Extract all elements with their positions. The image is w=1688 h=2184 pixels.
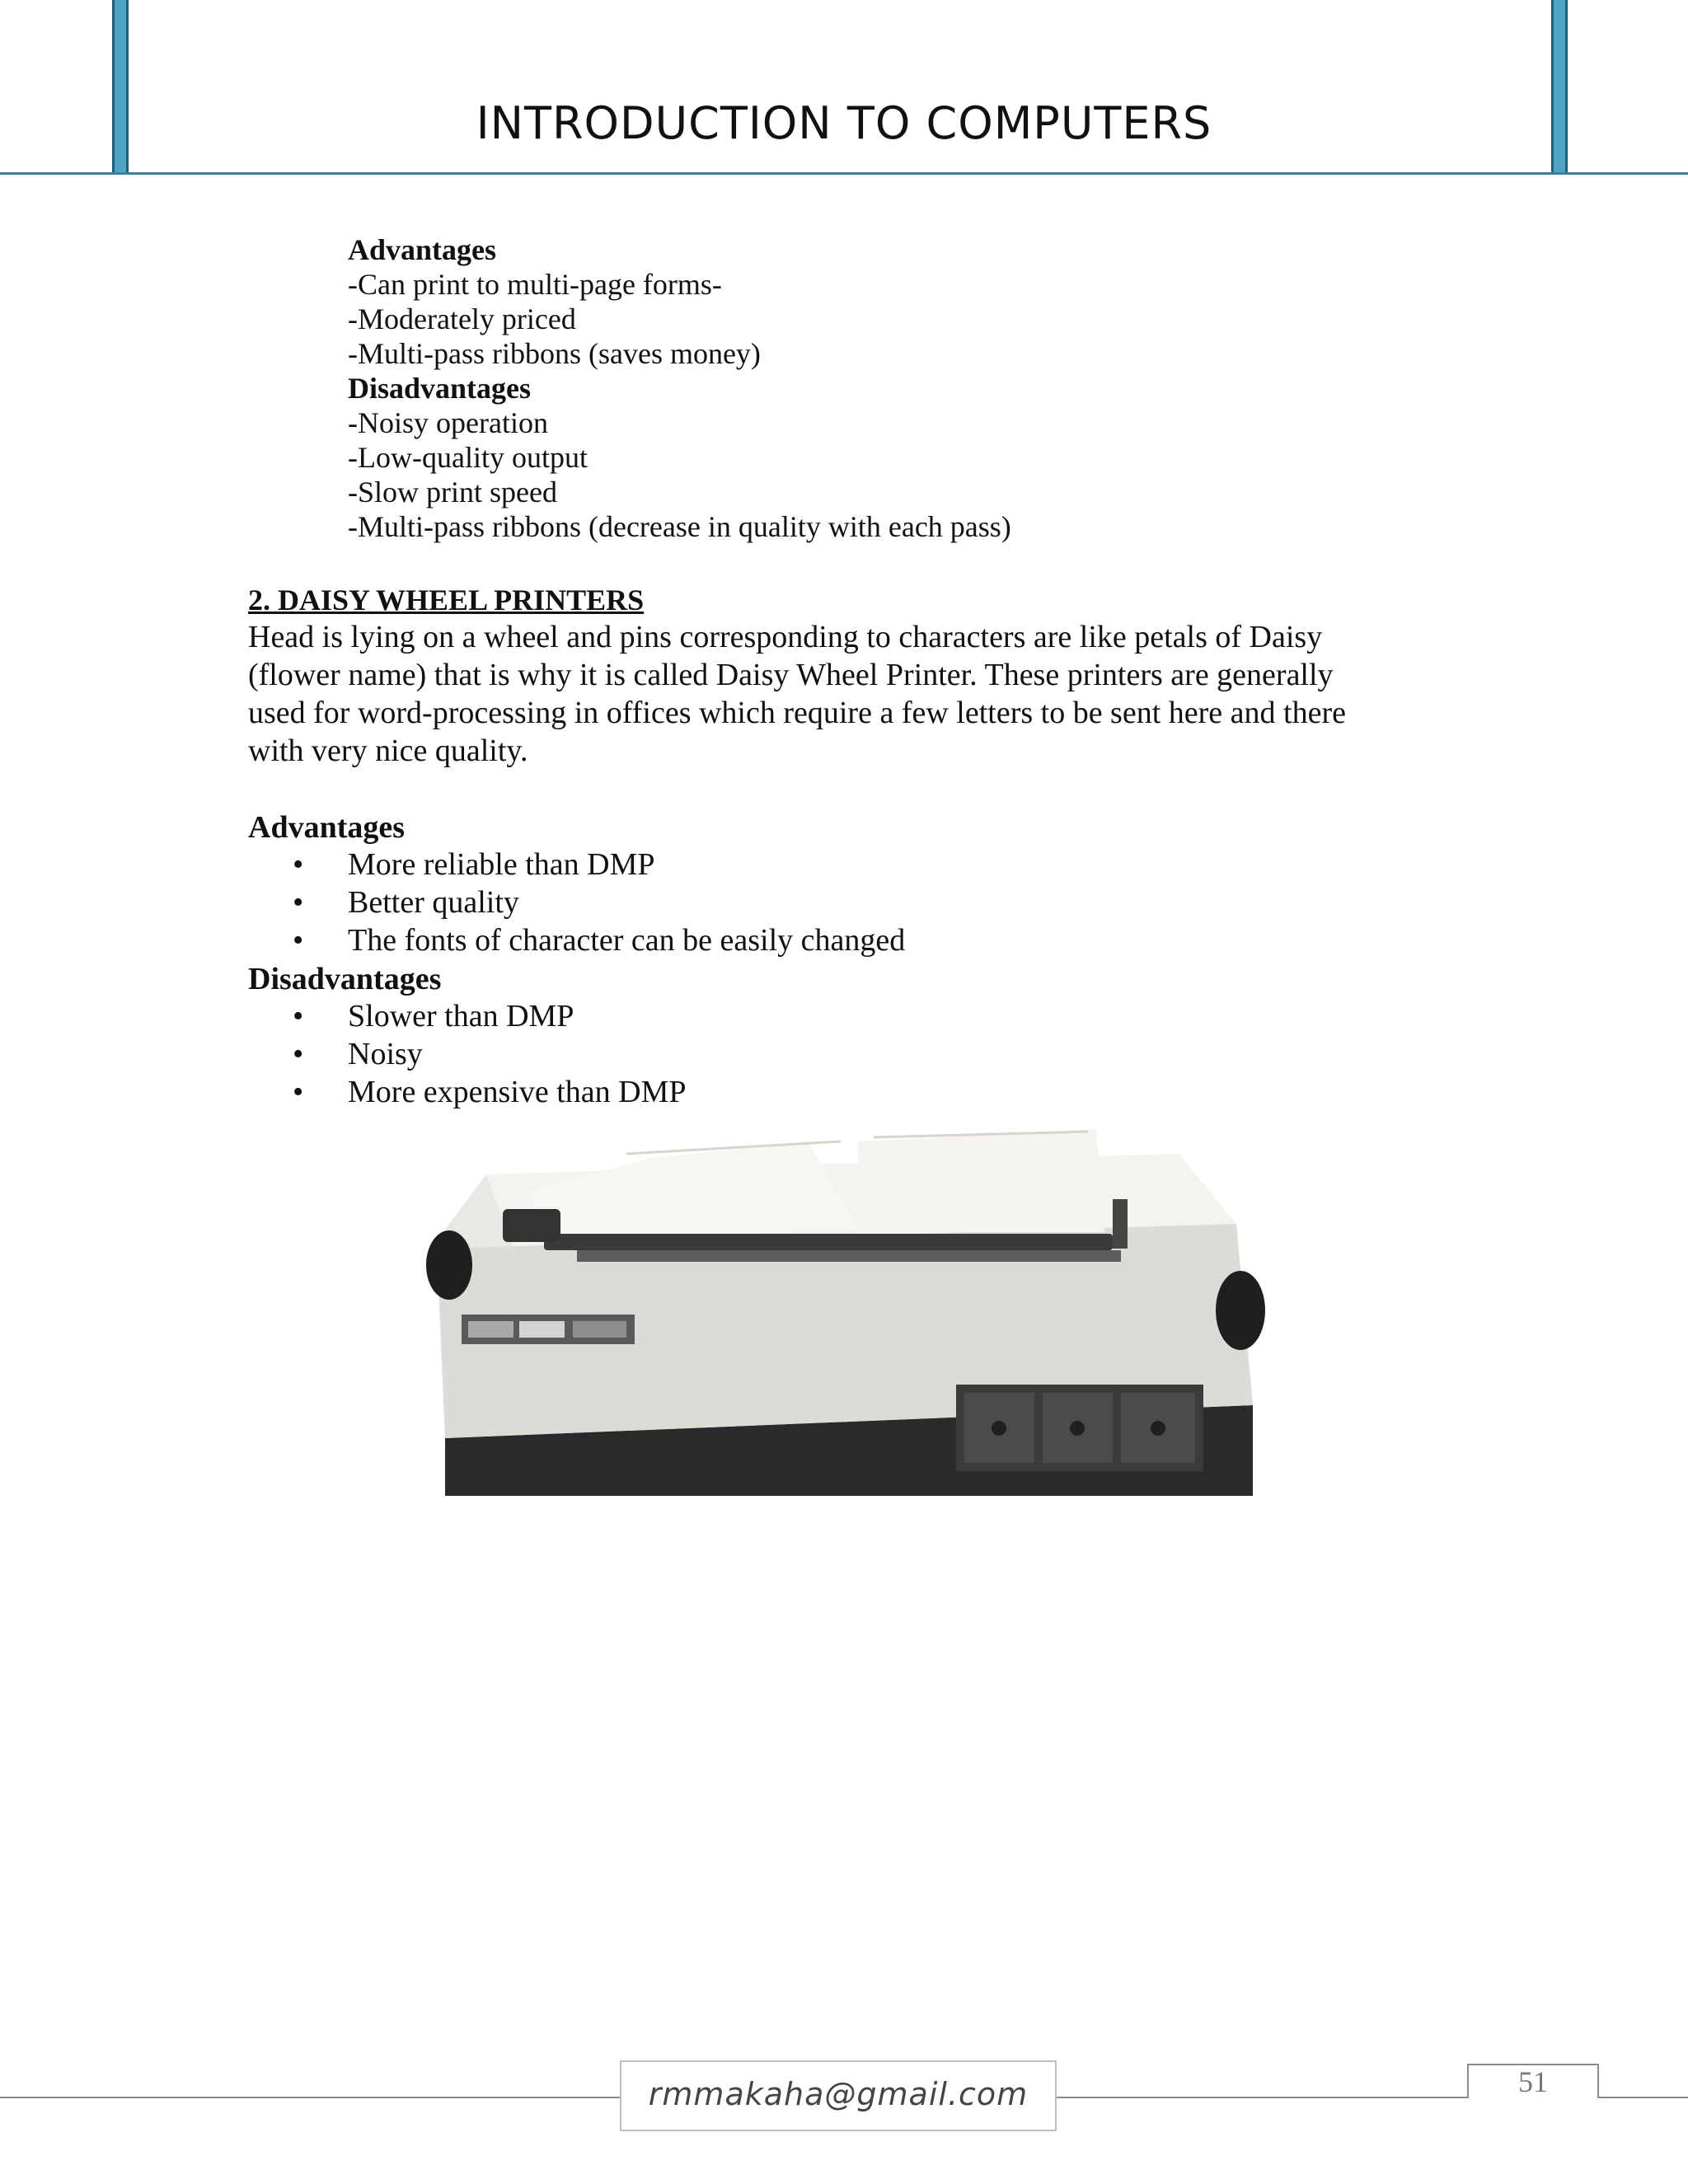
- paragraph-line: with very nice quality.: [248, 733, 528, 768]
- dmp-disadvantage-item: -Noisy operation: [348, 406, 548, 439]
- list-item: • The fonts of character can be easily changed: [293, 921, 905, 959]
- section-heading-daisy-wheel: 2. DAISY WHEEL PRINTERS: [248, 583, 645, 616]
- dmp-disadvantage-item: -Multi-pass ribbons (decrease in quality with each pass): [348, 510, 1011, 543]
- list-item: • Noisy: [293, 1035, 687, 1073]
- header-rule: [0, 172, 1688, 175]
- paragraph-line: Head is lying on a wheel and pins corresponding to characters are like petals of Daisy: [248, 620, 1323, 654]
- daisy-disadvantages-list: [293, 997, 687, 1111]
- dmp-disadvantage-item: -Slow print speed: [348, 476, 557, 509]
- dmp-pros-cons: [348, 232, 1011, 544]
- paragraph-line: used for word-processing in offices which require a few letters to be sent here and there: [248, 696, 1346, 730]
- paragraph-line: (flower name) that is why it is called Daisy Wheel Printer. These printers are generally: [248, 658, 1334, 692]
- page-header-title: INTRODUCTION TO COMPUTERS: [476, 97, 1212, 149]
- dmp-disadvantages-title: Disadvantages: [348, 372, 532, 405]
- daisy-wheel-printer-image: [412, 1108, 1269, 1554]
- list-item: • More reliable than DMP: [293, 846, 905, 883]
- daisy-description-paragraph: [248, 618, 1443, 770]
- dmp-advantage-item: -Multi-pass ribbons (saves money): [348, 337, 761, 370]
- list-item: • Better quality: [293, 883, 905, 921]
- list-item: • More expensive than DMP: [293, 1073, 687, 1111]
- daisy-advantages-list: [293, 846, 905, 959]
- list-item: • Slower than DMP: [293, 997, 687, 1035]
- dmp-advantages-title: Advantages: [348, 233, 497, 266]
- dmp-disadvantage-item: -Low-quality output: [348, 441, 588, 474]
- dmp-advantage-item: -Moderately priced: [348, 302, 576, 335]
- daisy-disadvantages-title: Disadvantages: [248, 962, 442, 996]
- daisy-advantages-title: Advantages: [248, 810, 406, 845]
- page-number: 51: [1518, 2065, 1548, 2098]
- dmp-advantage-item: -Can print to multi-page forms-: [348, 268, 722, 301]
- footer-email: rmmakaha@gmail.com: [648, 2076, 1029, 2112]
